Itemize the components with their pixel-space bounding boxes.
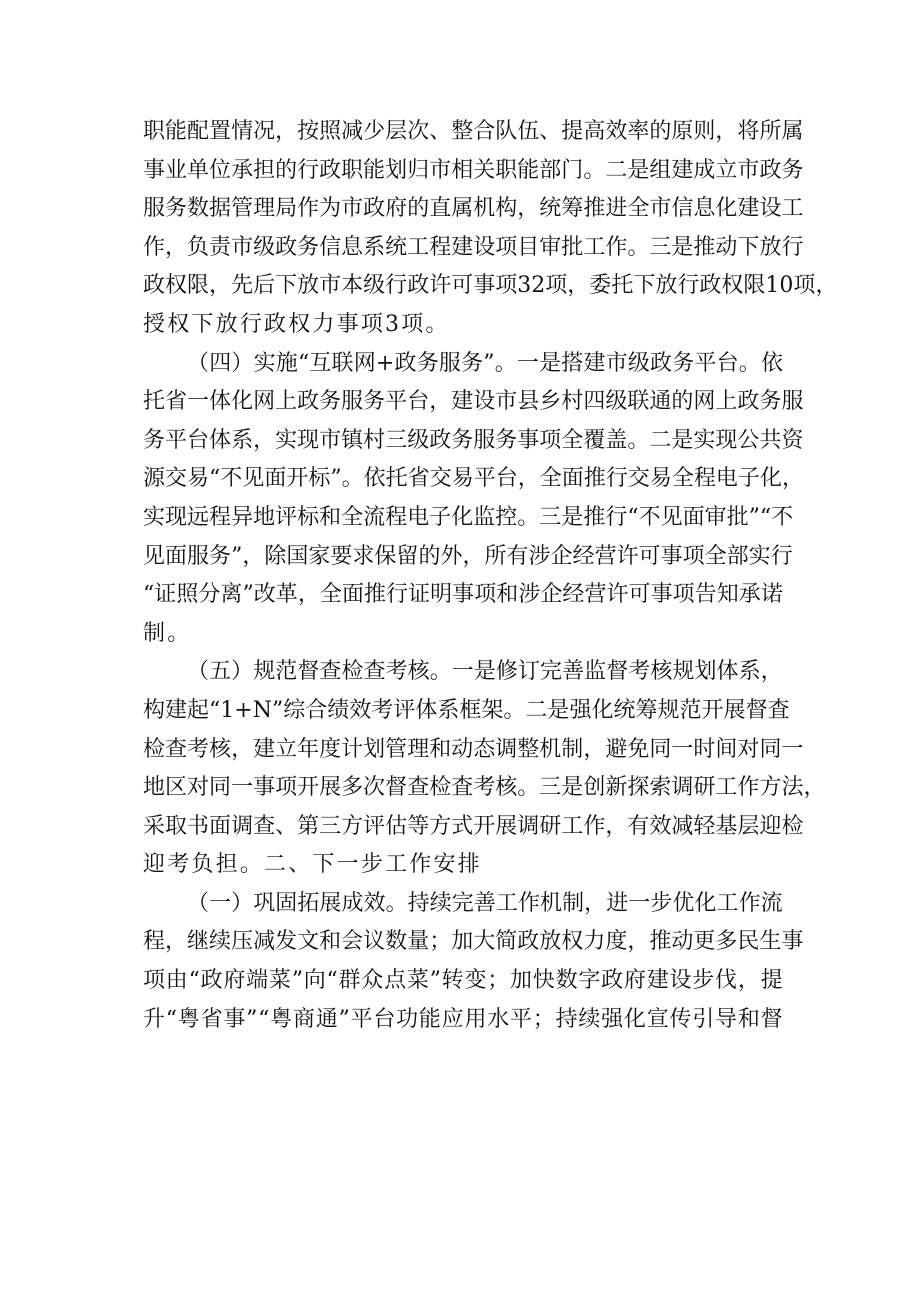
text-line: 项 由 “ 政 府 端 菜 ” 向 “ 群 众 点 菜 ” 转 变 ； 加 快 数 字 政 府 建 设 步 伐 ， 提 [143,968,783,994]
text-line: 源 交 易 “ 不 见 面 开 标 ” 。 依 托 省 交 易 平 台 ， 全 面 推 行 交 易 全 程 电 子 化 ， [143,466,804,492]
text-line: 务 平 台 体 系 ， 实 现 市 镇 村 三 级 政 务 服 务 事 项 全 覆 盖 。 二 是 实 现 公 共 资 [143,427,804,453]
text-line: 地 区 对 同 一 事 项 开 展 多 次 督 查 检 査 考 核 。 三 是 创 新 探 索 调 研 工 作 方 法 ， [143,775,826,801]
text-line: “ 证 照 分 离 ” 改 革 ， 全 面 推 行 证 明 事 项 和 涉 企 经 营 许 可 事 项 告 知 承 诺 [143,582,783,608]
text-line: 服 务 数 据 管 理 局 作 为 市 政 府 的 直 属 机 构 ， 统 筹 推 进 全 市 信 息 化 建 设 工 [143,196,804,222]
text-line: 授 权 下 放 行 政 权 力 事 项 3 项 。 [143,311,448,337]
text-line: 制 。 [143,620,190,646]
body-text [143,113,838,1039]
text-line: 事 业 单 位 承 担 的 行 政 职 能 划 归 市 相 关 职 能 部 门 。 二 是 组 建 成 立 市 政 务 [143,157,804,183]
text-line: 作 ， 负 责 市 级 政 务 信 息 系 统 工 程 建 设 项 目 审 批 工 作 。 三 是 推 动 下 放 行 [143,234,804,260]
text-line: （ 五 ） 规 范 督 查 检 查 考 核 。 一 是 修 订 完 善 监 督 考 核 规 划 体 系 ， [187,659,783,685]
text-line: （ 四 ） 实 施 “ 互 联 网 + 政 务 服 务 ” 。 一 是 搭 建 市 级 政 务 平 台 。 依 [187,350,783,376]
text-line: 托 省 一 体 化 网 上 政 务 服 务 平 台 ， 建 设 市 县 乡 村 四 级 联 通 的 网 上 政 务 服 [143,389,804,415]
text-line: 职 能 配 置 情 况 ， 按 照 减 少 层 次 、 整 合 队 伍 、 提 高 效 率 的 原 则 ， 将 所 属 [143,119,804,144]
text-line: 实 现 远 程 异 地 评 标 和 全 流 程 电 子 化 监 控 。 三 是 推 行 “ 不 见 面 审 批 ” “ 不 [143,504,794,530]
text-line: 检 查 考 核 ， 建 立 年 度 计 划 管 理 和 动 态 调 整 机 制 ， 避 免 同 一 时 间 对 同 一 [143,736,804,762]
text-line: 政 权 限 ， 先 后 下 放 市 本 级 行 政 许 可 事 项 32 项 ， 委 托 下 放 行 政 权 限 10 项 ， [143,273,838,299]
text-line: 迎 考 负 担 。 二 、 下 一 步 工 作 安 排 [143,852,480,878]
text-line: （ 一 ） 巩 固 拓 展 成 效 。 持 续 完 善 工 作 机 制 ， 进 一 步 优 化 工 作 流 [187,890,783,916]
text-line: 升 “ 粤 省 事 ” “ 粤 商 通 ” 平 台 功 能 应 用 水 平 ； 持 续 强 化 宣 传 引 导 和 督 [143,1006,783,1032]
text-line: 采 取 书 面 调 查 、 第 三 方 评 估 等 方 式 开 展 调 研 工 作 ， 有 效 减 轻 基 层 迎 检 [143,813,804,839]
text-line: 程 ， 继 续 压 减 发 文 和 会 议 数 量 ； 加 大 简 政 放 权 力 度 ， 推 动 更 多 民 生 事 [143,929,804,955]
text-line: 构 建 起 “ 1+N ” 综 合 绩 效 考 评 体 系 框 架 。 二 是 强 化 统 筹 规 范 开 展 督 査 [143,697,790,723]
text-line: 见 面 服 务 ” ， 除 国 家 要 求 保 留 的 外 ， 所 有 涉 企 经 营 许 可 事 项 全 部 实 行 [143,543,793,569]
